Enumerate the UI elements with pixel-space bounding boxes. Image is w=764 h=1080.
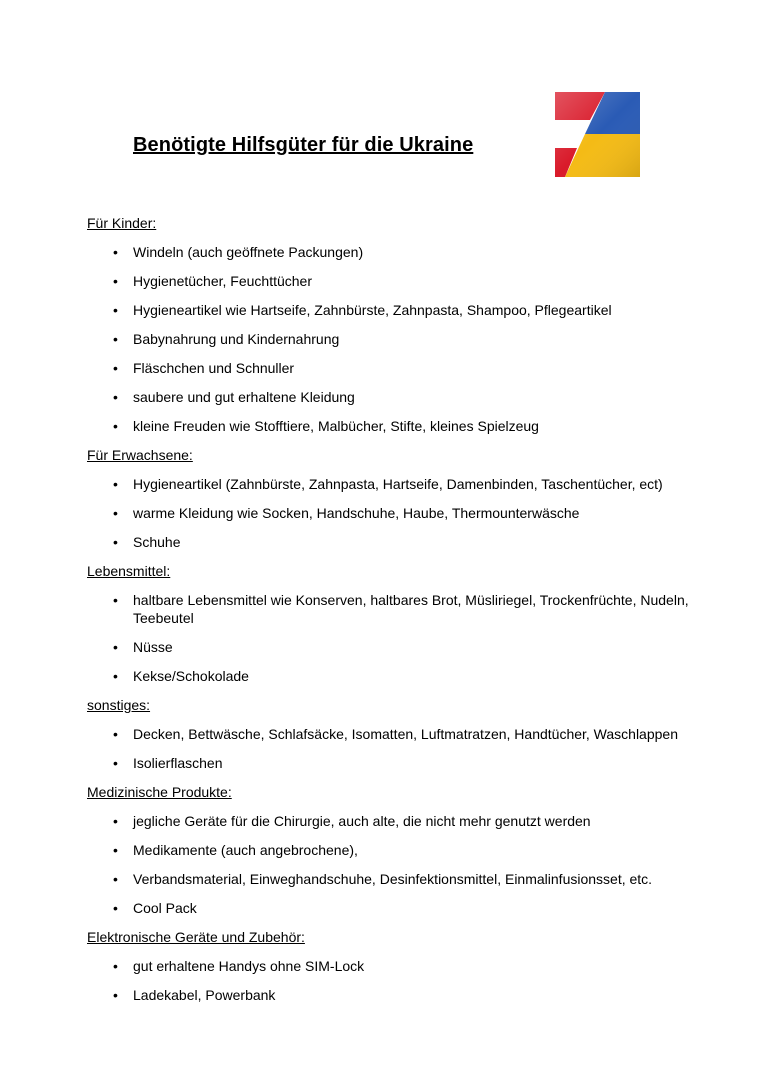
section — [87, 928, 727, 1004]
bullet-icon: • — [113, 726, 118, 742]
list-item-text: Ladekabel, Powerbank — [133, 987, 276, 1003]
bullet-icon: • — [113, 273, 118, 289]
bullet-icon: • — [113, 958, 118, 974]
section — [87, 562, 727, 685]
list-item — [87, 870, 727, 888]
list-item — [87, 388, 727, 406]
bullet-icon: • — [113, 668, 118, 684]
list-item-text: Kekse/Schokolade — [133, 668, 249, 684]
section — [87, 446, 727, 551]
list-item — [87, 986, 727, 1004]
section-heading: Lebensmittel: — [87, 563, 171, 579]
list-item — [87, 812, 727, 830]
bullet-icon: • — [113, 360, 118, 376]
section-heading: Für Kinder: — [87, 215, 157, 231]
list-item-text: Verbandsmaterial, Einweghandschuhe, Desinfektionsmittel, Einmalinfusionsset, etc. — [133, 871, 653, 887]
list-item-text: saubere und gut erhaltene Kleidung — [133, 389, 355, 405]
item-list — [87, 812, 727, 917]
document-title: Benötigte Hilfsgüter für die Ukraine — [133, 134, 474, 156]
list-item-text: Decken, Bettwäsche, Schlafsäcke, Isomatten, Luftmatratzen, Handtücher, Waschlappen — [133, 726, 678, 742]
bullet-icon: • — [113, 389, 118, 405]
list-item — [87, 841, 727, 859]
bullet-icon: • — [113, 813, 118, 829]
item-list — [87, 725, 727, 772]
bullet-icon: • — [113, 331, 118, 347]
list-item — [87, 359, 727, 377]
bullet-icon: • — [113, 871, 118, 887]
list-item-text: Hygienetücher, Feuchttücher — [133, 273, 312, 289]
list-item-text: Hygieneartikel wie Hartseife, Zahnbürste, Zahnpasta, Shampoo, Pflegeartikel — [133, 302, 612, 318]
item-list — [87, 243, 727, 435]
list-item-text: Fläschchen und Schnuller — [133, 360, 295, 376]
list-item-text: Isolierflaschen — [133, 755, 223, 771]
list-item-text: Windeln (auch geöffnete Packungen) — [133, 244, 364, 260]
list-item — [87, 272, 727, 290]
section-heading: sonstiges: — [87, 697, 151, 713]
list-item — [87, 899, 727, 917]
list-item-text: Medikamente (auch angebrochene), — [133, 842, 358, 858]
section-heading: Medizinische Produkte: — [87, 784, 232, 800]
list-item — [87, 301, 727, 319]
bullet-icon: • — [113, 476, 118, 492]
list-item-text: warme Kleidung wie Socken, Handschuhe, Haube, Thermounterwäsche — [133, 505, 580, 521]
list-item-text: gut erhaltene Handys ohne SIM-Lock — [133, 958, 365, 974]
list-item-text: jegliche Geräte für die Chirurgie, auch alte, die nicht mehr genutzt werden — [133, 813, 591, 829]
list-item-text: Cool Pack — [133, 900, 197, 916]
list-item — [87, 533, 727, 551]
list-item-text: Babynahrung und Kindernahrung — [133, 331, 340, 347]
aid-list — [87, 214, 727, 1015]
list-item — [87, 591, 727, 627]
list-item — [87, 638, 727, 656]
list-item — [87, 417, 727, 435]
bullet-icon: • — [113, 534, 118, 550]
list-item — [87, 725, 727, 743]
list-item — [87, 667, 727, 685]
austria-ukraine-flag-icon — [555, 92, 640, 177]
bullet-icon: • — [113, 244, 118, 260]
list-item-text: haltbare Lebensmittel wie Konserven, haltbares Brot, Müsliriegel, Trockenfrüchte, Nudeln, Teebeutel — [133, 592, 689, 626]
section — [87, 214, 727, 435]
bullet-icon: • — [113, 592, 118, 608]
list-item-text: Schuhe — [133, 534, 181, 550]
item-list — [87, 475, 727, 551]
section-heading: Elektronische Geräte und Zubehör: — [87, 929, 305, 945]
list-item — [87, 330, 727, 348]
item-list — [87, 957, 727, 1004]
bullet-icon: • — [113, 302, 118, 318]
bullet-icon: • — [113, 755, 118, 771]
list-item — [87, 957, 727, 975]
bullet-icon: • — [113, 639, 118, 655]
item-list — [87, 591, 727, 685]
list-item — [87, 504, 727, 522]
list-item-text: Hygieneartikel (Zahnbürste, Zahnpasta, Hartseife, Damenbinden, Taschentücher, ect) — [133, 476, 663, 492]
section — [87, 783, 727, 917]
bullet-icon: • — [113, 505, 118, 521]
bullet-icon: • — [113, 418, 118, 434]
list-item — [87, 754, 727, 772]
bullet-icon: • — [113, 987, 118, 1003]
list-item-text: kleine Freuden wie Stofftiere, Malbücher, Stifte, kleines Spielzeug — [133, 418, 539, 434]
bullet-icon: • — [113, 900, 118, 916]
section — [87, 696, 727, 772]
list-item-text: Nüsse — [133, 639, 173, 655]
list-item — [87, 475, 727, 493]
bullet-icon: • — [113, 842, 118, 858]
section-heading: Für Erwachsene: — [87, 447, 193, 463]
list-item — [87, 243, 727, 261]
